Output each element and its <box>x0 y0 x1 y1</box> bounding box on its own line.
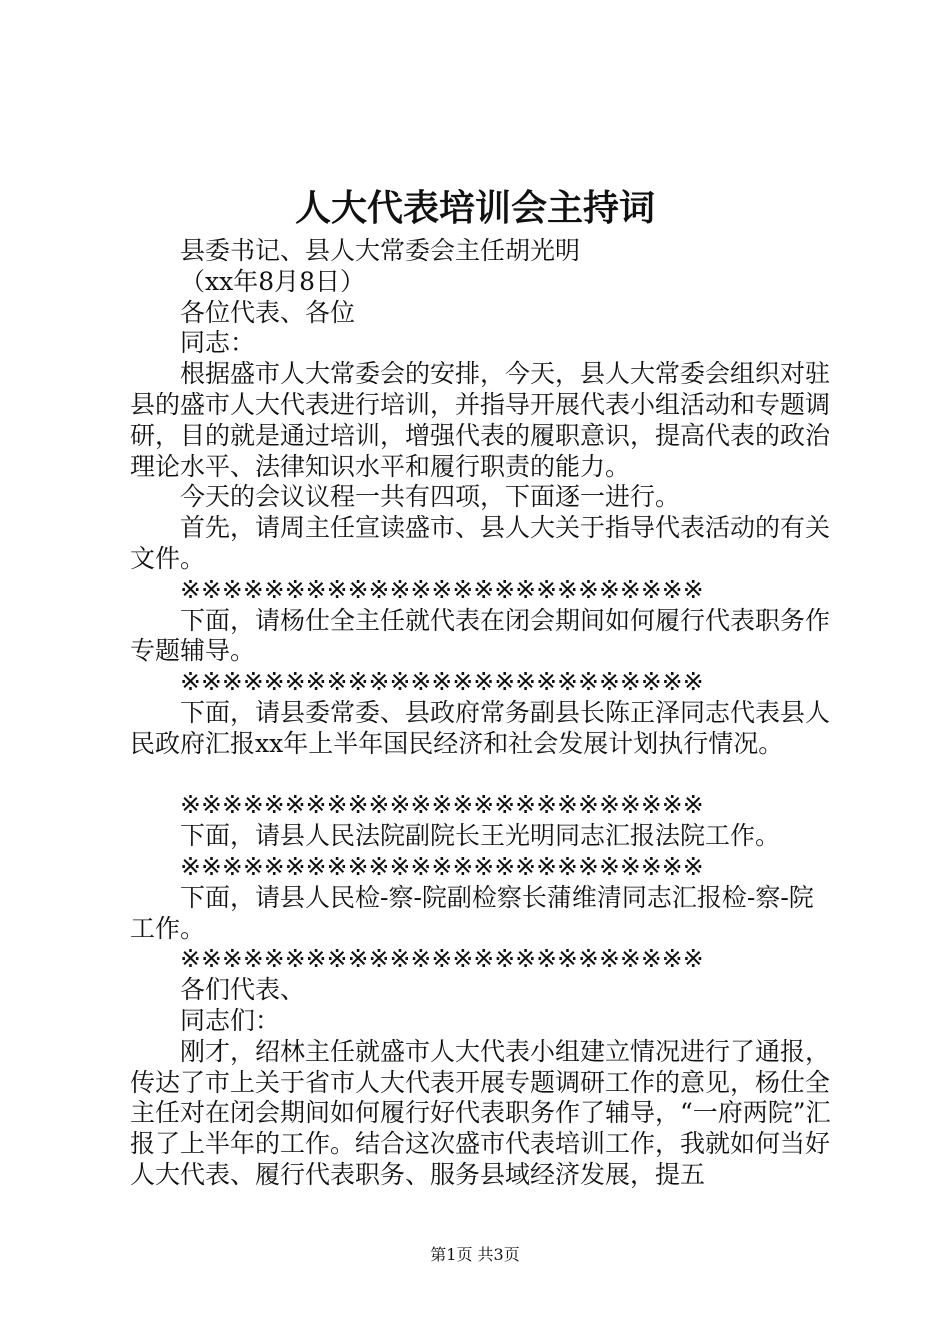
blank-line <box>130 760 838 791</box>
separator-line: ※※※※※※※※※※※※※※※※※※※※※※※※※ <box>180 790 704 820</box>
paragraph: 同志们： <box>180 1005 281 1035</box>
separator-line: ※※※※※※※※※※※※※※※※※※※※※※※※※ <box>180 944 704 974</box>
paragraph: 县委书记、县人大常委会主任胡光明 <box>180 236 581 265</box>
paragraph: 下面，请县人民法院副院长王光明同志汇报法院工作。 <box>180 821 781 851</box>
paragraph: 下面，请县委常委、县政府常务副县长陈正泽同志代表县人民政府汇报xx年上半年国民经济和社会发展计划执行情况。 <box>130 697 831 758</box>
document-body <box>130 236 838 1191</box>
page-number-footer: 第1页 共3页 <box>430 1245 520 1264</box>
paragraph: 同志： <box>180 328 256 358</box>
separator-line: ※※※※※※※※※※※※※※※※※※※※※※※※※ <box>180 851 704 881</box>
paragraph: （xx年8月8日） <box>180 266 366 296</box>
paragraph: 根据盛市人大常委会的安排，今天，县人大常委会组织对驻县的盛市人大代表进行培训，并指导开展代表小组活动和专题调研，目的就是通过培训，增强代表的履职意识，提高代表的政治理论水平、法律知识水平和履行职责的能力。 <box>130 359 831 481</box>
paragraph: 下面，请杨仕全主任就代表在闭会期间如何履行代表职务作专题辅导。 <box>130 605 831 666</box>
paragraph: 下面，请县人民检-察-院副检察长蒲维清同志汇报检-察-院工作。 <box>130 882 814 943</box>
paragraph: 首先，请周主任宣读盛市、县人大关于指导代表活动的有关文件。 <box>130 513 831 573</box>
paragraph: 刚才，绍林主任就盛市人大代表小组建立情况进行了通报，传达了市上关于省市人大代表开展专题调研工作的意见，杨仕全主任对在闭会期间如何履行好代表职务作了辅导，“一府两院”汇报了上半年的工作。结合这次盛市代表培训工作，我就如何当好人大代表、履行代表职务、服务县域经济发展，提五 <box>130 1036 831 1189</box>
document-title: 人大代表培训会主持词 <box>294 187 655 229</box>
separator-line: ※※※※※※※※※※※※※※※※※※※※※※※※※ <box>180 667 704 697</box>
paragraph: 今天的会议议程一共有四项，下面逐一进行。 <box>180 482 681 512</box>
paragraph: 各们代表、 <box>180 975 306 1005</box>
separator-line: ※※※※※※※※※※※※※※※※※※※※※※※※※ <box>180 574 704 604</box>
paragraph: 各位代表、各位 <box>180 297 356 327</box>
